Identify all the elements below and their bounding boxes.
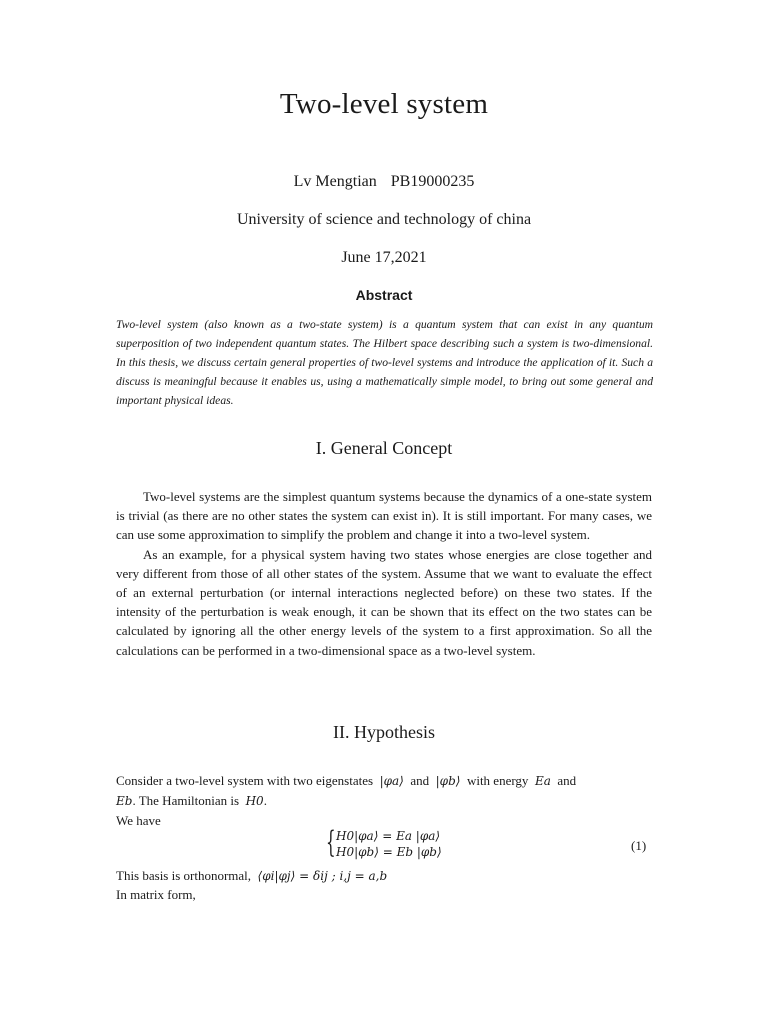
hypothesis-line	[116, 791, 652, 811]
abstract-heading: Abstract	[355, 287, 413, 303]
energy-b: Eb	[116, 794, 133, 809]
section2-body	[116, 771, 652, 831]
paper-title: Two-level system	[279, 88, 489, 120]
equation-number: (1)	[631, 838, 647, 853]
affiliation: University of science and technology of china	[236, 211, 532, 228]
author-name: Lv Mengtian	[293, 173, 377, 190]
hamiltonian: H0	[245, 794, 264, 809]
paragraph: As an example, for a physical system having two states whose energies are close together and very different from those of all other states of the system. Assume that we want to evaluate the effect of an external perturbation (or internal interactions neglected before) on these two states. If the intensity of the perturbation is weak enough, it can be shown that its effect on the two states can be calculated by ignoring all the other energy levels of the system to a first approximation. So all the calculations can be performed in a two-dimensional space as a two-level system.	[116, 546, 652, 658]
energy-a: Ea	[534, 774, 551, 788]
paragraph: Two-level systems are the simplest quantum systems because the dynamics of a one-state system is trivial (as there are no other states the system can exist in). It is still important. For many cases, we can use some approximation to simplify the problem and change it into a two-level system.	[116, 489, 652, 543]
date: June 17,2021	[341, 249, 427, 266]
equation-1	[326, 825, 442, 860]
text: and	[557, 773, 577, 788]
orthonormal-line	[116, 866, 652, 886]
hypothesis-line	[116, 771, 652, 791]
state-b: |φb⟩	[435, 774, 461, 788]
text: This basis is orthonormal,	[116, 868, 252, 883]
state-a: |φa⟩	[379, 774, 404, 788]
section-heading-general-concept: I. General Concept	[315, 438, 453, 458]
text: .	[263, 793, 267, 809]
section1-body	[116, 487, 652, 660]
section-heading-hypothesis: II. Hypothesis	[333, 722, 435, 742]
orthonormal-math: ⟨φi|φj⟩ = δij ; i,j = a,b	[257, 869, 388, 883]
author-line	[0, 173, 768, 191]
brace-symbol: {	[326, 825, 336, 860]
equation-line: H0|φa⟩ = Ea |φa⟩	[336, 829, 441, 843]
student-id: PB19000235	[390, 173, 475, 190]
abstract-text: Two-level system (also known as a two-state system) is a quantum system that can exist in any quantum superposition of two independent quantum states. The Hilbert space describing such a system is two-dimensional. In this thesis, we discuss certain general properties of two-level systems and introduce the application of it. Such a discuss is meaningful because it enables us, using a mathematically simple model, to bring out some general and important physical ideas.	[116, 318, 653, 407]
equation-line: H0|φb⟩ = Eb |φb⟩	[336, 845, 442, 859]
text: and	[410, 773, 430, 788]
text: Consider a two-level system with two eigenstates	[116, 773, 374, 788]
text: with energy	[466, 773, 529, 788]
we-have: We have	[116, 813, 161, 829]
matrix-form-line: In matrix form,	[116, 887, 196, 902]
text: . The Hamiltonian is	[132, 793, 240, 809]
